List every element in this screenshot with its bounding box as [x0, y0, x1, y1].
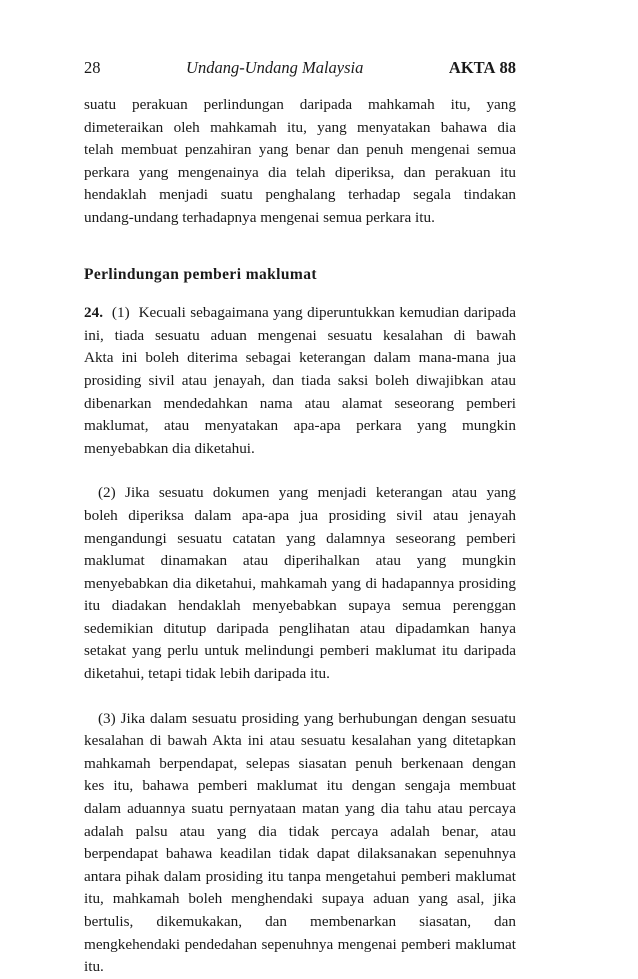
- act-label: [449, 58, 516, 78]
- text-line: undang-undang terhadapnya mengenai semua perkara itu.: [84, 208, 435, 226]
- text-line: dibenarkan mendedahkan nama atau alamat seseorang pemberi: [84, 394, 516, 412]
- text-line: maklumat dinamakan atau diperihalkan atau yang mungkin: [84, 552, 516, 570]
- text-line: menyebabkan dia diketahui.: [84, 439, 255, 457]
- section-heading: Perlindungan pemberi maklumat: [84, 265, 317, 283]
- act-prefix: A: [448, 58, 461, 77]
- text-line: telah membuat penzahiran yang benar dan penuh mengenai semua: [84, 141, 516, 159]
- text-line: (2) Jika sesuatu dokumen yang menjadi keterangan atau yang: [98, 484, 516, 502]
- text-line: menyebabkan dia diketahui, mahkamah yang di hadapannya prosiding: [84, 574, 516, 592]
- text-line: itu.: [84, 958, 104, 976]
- act-rest: KTA: [460, 58, 496, 77]
- continuation-paragraph: [84, 94, 516, 230]
- text-line: prosiding sivil atau jenayah, dan tiada saksi boleh diwajibkan atau: [84, 371, 516, 389]
- text-line: mengandungi sesuatu catatan yang dalamnya seseorang pemberi: [84, 529, 516, 547]
- text-line: suatu perakuan perlindungan daripada mahkamah itu, yang: [84, 96, 516, 113]
- page-header: [84, 58, 516, 88]
- text-line: berpendapat bahawa keadilan tidak dapat dilaksanakan sepenuhnya: [84, 845, 516, 863]
- text-line: maklumat, atau menyatakan apa-apa perkara yang mungkin: [84, 417, 516, 435]
- text-line: boleh diperiksa dalam apa-apa jua prosiding sivil atau jenayah: [84, 506, 516, 524]
- text-line: dalam aduannya suatu pernyataan matan yang dia tahu atau percaya: [84, 800, 516, 818]
- subsection-1: [84, 302, 516, 460]
- text-line: mengkehendaki pendedahan sepenuhnya mengenai pemberi maklumat: [84, 935, 516, 953]
- text-line: mahkamah berpendapat, selepas siasatan penuh berkenaan dengan: [84, 754, 516, 772]
- document-body: [84, 94, 516, 979]
- text-line: diketahui, tetapi tidak lebih daripada itu.: [84, 665, 330, 683]
- act-number: 88: [499, 58, 516, 77]
- text-line: (3) Jika dalam sesuatu prosiding yang berhubungan dengan sesuatu: [98, 709, 516, 727]
- text-line: perkara yang mengenainya dia telah diperiksa, dan perakuan itu: [84, 163, 516, 181]
- section-number: 24.: [84, 304, 103, 322]
- subsection-2: [84, 482, 516, 685]
- text-line: kesalahan di bawah Akta ini atau sesuatu kesalahan yang ditetapkan: [84, 732, 516, 750]
- document-page: [84, 58, 516, 979]
- subsection-text: Kecuali sebagaimana yang diperuntukkan kemudian daripada: [138, 304, 516, 322]
- text-line: sedemikian ditutup daripada penglihatan atau dipadamkan hanya: [84, 619, 516, 637]
- text-line: [84, 302, 516, 325]
- text-line: adalah palsu atau yang dia tidak percaya adalah benar, atau: [84, 822, 516, 840]
- page-number: 28: [84, 58, 101, 77]
- text-line: hendaklah menjadi suatu penghalang terhadap segala tindakan: [84, 186, 516, 204]
- text-line: ini, tiada sesuatu aduan mengenai sesuatu kesalahan di bawah: [84, 326, 516, 344]
- text-line: dimeteraikan oleh mahkamah itu, yang menyatakan bahawa dia: [84, 118, 516, 136]
- text-line: itu diadakan hendaklah menyebabkan supaya semua perenggan: [84, 597, 516, 615]
- subsection-number: (1): [111, 304, 130, 322]
- text-line: bertulis, dikemukakan, dan membenarkan siasatan, dan: [84, 913, 516, 930]
- text-line: itu, mahkamah boleh menghendaki supaya aduan yang asal, jika: [84, 890, 516, 908]
- subsection-3: [84, 708, 516, 979]
- text-line: kes itu, bahawa pemberi maklumat itu dengan sengaja membuat: [84, 777, 516, 795]
- running-title: Undang-Undang Malaysia: [186, 58, 364, 77]
- text-line: Akta ini boleh diterima sebagai keterangan dalam mana-mana jua: [84, 349, 516, 367]
- text-line: setakat yang perlu untuk melindungi pemberi maklumat itu daripada: [84, 642, 516, 660]
- text-line: antara pihak dalam prosiding itu tanpa mengetahui pemberi maklumat: [84, 867, 516, 885]
